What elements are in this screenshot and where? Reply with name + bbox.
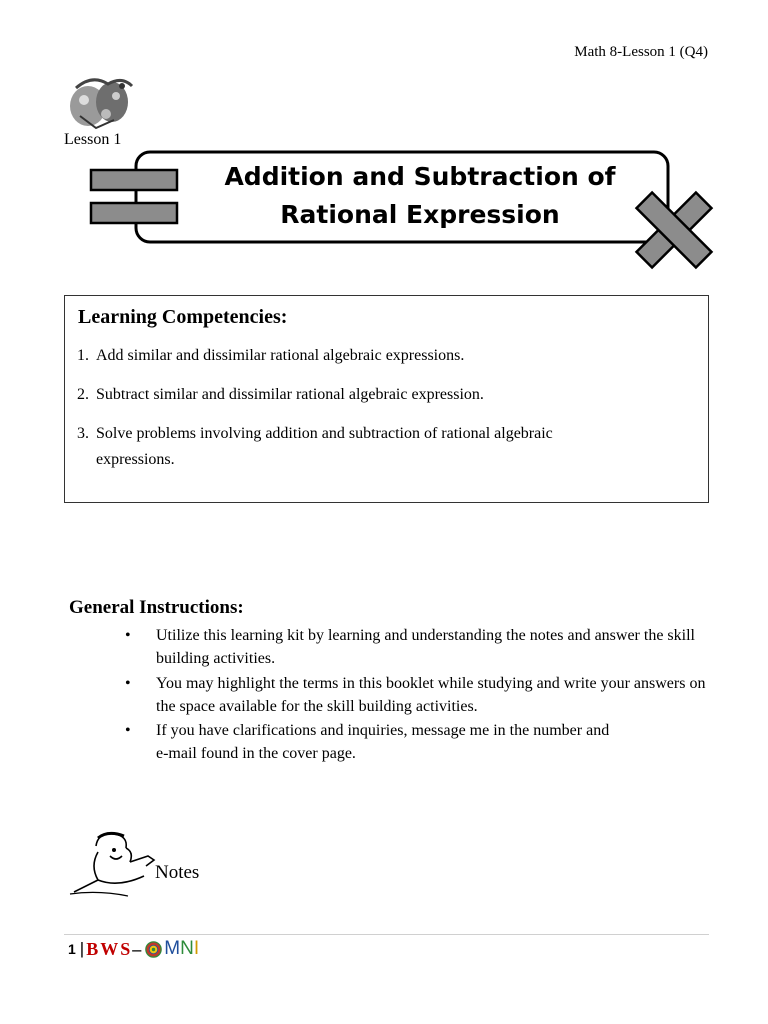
- instructions-heading: General Instructions:: [69, 597, 244, 618]
- lesson-title-line2: Rational Expression: [280, 200, 560, 229]
- lesson-label: Lesson 1: [64, 131, 122, 148]
- school-seal-icon: [145, 941, 162, 958]
- decorative-clipart-icon: [66, 72, 138, 132]
- page-number: 1: [68, 941, 76, 957]
- header-course-label: Math 8-Lesson 1 (Q4): [574, 44, 708, 60]
- minus-bar-bottom: [91, 203, 177, 223]
- lesson-title: [170, 158, 670, 234]
- instruction-text: Utilize this learning kit by learning and understanding the notes and answer the skill building activities.: [156, 627, 695, 667]
- competency-text: Add similar and dissimilar rational algebraic expressions.: [96, 347, 465, 364]
- competency-text: Solve problems involving addition and subtraction of rational algebraic expressions.: [96, 425, 553, 468]
- brand-i: I: [193, 938, 200, 959]
- brand-dash: –: [132, 938, 142, 959]
- bullet: •: [125, 722, 131, 739]
- brand-bws: BWS: [86, 938, 133, 959]
- competency-text: Subtract similar and dissimilar rational algebraic expression.: [96, 386, 484, 403]
- notes-label: Notes: [155, 862, 200, 883]
- instruction-text: If you have clarifications and inquiries, message me in the number and e-mail found in the cover page.: [156, 722, 610, 762]
- competency-item: [77, 421, 597, 473]
- notes-clipart-icon: [68, 826, 168, 898]
- competency-number: 1.: [77, 347, 89, 364]
- minus-bar-top: [91, 170, 177, 190]
- competency-item: [77, 382, 637, 408]
- competencies-heading: Learning Competencies:: [78, 306, 288, 328]
- footer-divider: [64, 934, 709, 935]
- competency-item: [77, 343, 637, 369]
- instruction-item: [125, 719, 625, 765]
- instruction-item: [125, 624, 705, 670]
- instruction-item: [125, 672, 715, 718]
- footer-separator: |: [79, 939, 85, 958]
- footer: [68, 938, 199, 960]
- brand-m: M: [164, 938, 181, 959]
- competency-number: 3.: [77, 425, 89, 442]
- bullet: •: [125, 675, 131, 692]
- competency-number: 2.: [77, 386, 89, 403]
- bullet: •: [125, 627, 131, 644]
- lesson-title-line1: Addition and Subtraction of: [224, 162, 616, 191]
- instruction-text: You may highlight the terms in this booklet while studying and write your answers on the space available for the skill building activities.: [156, 675, 706, 715]
- brand-n: N: [180, 938, 194, 959]
